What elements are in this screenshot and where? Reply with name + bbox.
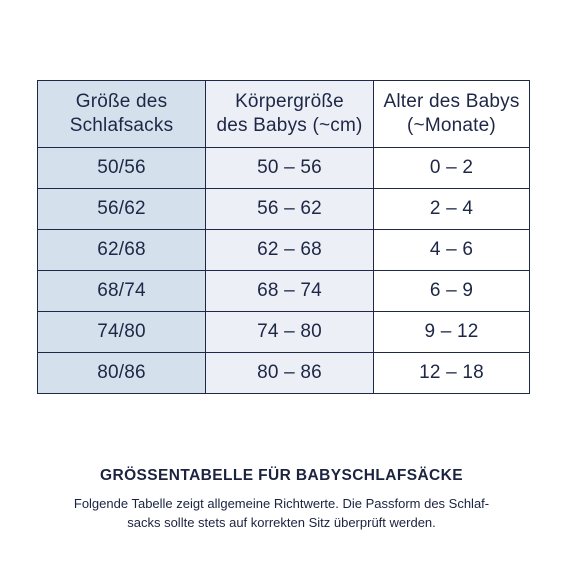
cell-body-height: 68 – 74 <box>206 271 374 312</box>
caption-title: GRÖSSENTABELLE FÜR BABYSCHLAFSÄCKE <box>100 467 463 484</box>
table-row <box>38 353 530 394</box>
caption-text <box>0 494 563 532</box>
cell-body-height: 62 – 68 <box>206 230 374 271</box>
table-row <box>38 189 530 230</box>
header-line: des Babys (~cm) <box>216 115 363 136</box>
cell-body-height: 74 – 80 <box>206 312 374 353</box>
caption-line: sacks sollte stets auf korrekten Sitz überprüft werden. <box>127 515 436 530</box>
cell-baby-age: 6 – 9 <box>374 271 530 312</box>
table-row <box>38 230 530 271</box>
table-row <box>38 148 530 189</box>
cell-sleeping-bag-size: 50/56 <box>38 148 206 189</box>
table-row <box>38 312 530 353</box>
table-row <box>38 271 530 312</box>
cell-sleeping-bag-size: 68/74 <box>38 271 206 312</box>
header-baby-age <box>374 81 530 148</box>
cell-baby-age: 0 – 2 <box>374 148 530 189</box>
table-header-row <box>38 81 530 148</box>
header-line: Alter des Babys <box>383 91 520 112</box>
size-table <box>37 80 530 394</box>
cell-baby-age: 2 – 4 <box>374 189 530 230</box>
header-line: Körpergröße <box>235 91 344 112</box>
header-sleeping-bag-size <box>38 81 206 148</box>
cell-sleeping-bag-size: 62/68 <box>38 230 206 271</box>
cell-baby-age: 4 – 6 <box>374 230 530 271</box>
header-line: Größe des <box>75 91 168 112</box>
cell-sleeping-bag-size: 80/86 <box>38 353 206 394</box>
cell-baby-age: 9 – 12 <box>374 312 530 353</box>
cell-sleeping-bag-size: 56/62 <box>38 189 206 230</box>
cell-body-height: 56 – 62 <box>206 189 374 230</box>
table-caption <box>0 467 563 532</box>
cell-body-height: 50 – 56 <box>206 148 374 189</box>
header-line: Schlafsacks <box>69 115 174 136</box>
header-body-height <box>206 81 374 148</box>
caption-line: Folgende Tabelle zeigt allgemeine Richtwerte. Die Passform des Schlaf- <box>73 496 490 511</box>
header-line: (~Monate) <box>407 115 496 136</box>
cell-body-height: 80 – 86 <box>206 353 374 394</box>
cell-baby-age: 12 – 18 <box>374 353 530 394</box>
cell-sleeping-bag-size: 74/80 <box>38 312 206 353</box>
